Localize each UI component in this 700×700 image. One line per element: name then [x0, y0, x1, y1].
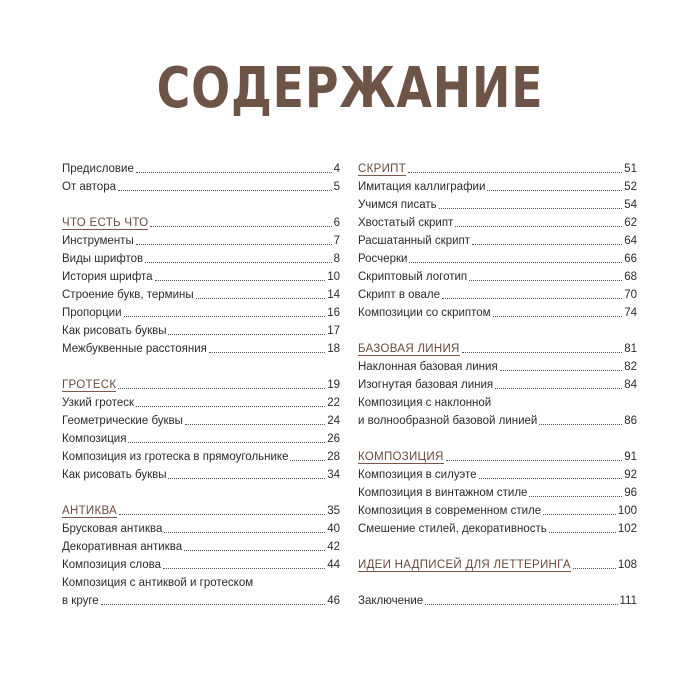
- dot-leader: [495, 388, 622, 389]
- toc-entry: [358, 466, 637, 484]
- toc-section-heading: [358, 340, 637, 358]
- dot-leader: [425, 604, 617, 605]
- dot-leader: [101, 604, 326, 605]
- dot-leader: [543, 514, 616, 515]
- page-number: 100: [617, 505, 637, 517]
- heading-underline-text: КОМПОЗИЦИЯ: [358, 451, 444, 463]
- entry-title: Предисловие: [62, 163, 134, 175]
- toc-entry: [358, 286, 637, 304]
- heading-underline-text: АНТИКВА: [62, 505, 118, 517]
- dot-leader: [150, 226, 331, 227]
- entry-title: Композиция: [62, 433, 127, 445]
- section-heading-title: [358, 556, 571, 574]
- toc-entry: [62, 304, 340, 322]
- heading-underline-text: СКРИПТ: [358, 163, 407, 175]
- toc-entry: [358, 232, 637, 250]
- page-number: 51: [624, 163, 637, 175]
- section-heading-title: [62, 376, 116, 394]
- entry-title: Как рисовать буквы: [62, 325, 167, 337]
- dot-leader: [168, 334, 325, 335]
- toc-entry: [358, 358, 637, 376]
- section-heading-title: [358, 448, 444, 466]
- page-number: 26: [327, 433, 340, 445]
- page-number: 96: [624, 487, 637, 499]
- toc-section: [62, 502, 340, 610]
- toc-entry: [62, 340, 340, 358]
- page-number: 28: [327, 451, 340, 463]
- entry-title: и волнообразной базовой линией: [358, 415, 538, 427]
- page-number: 24: [327, 415, 340, 427]
- page-number: 108: [617, 559, 637, 571]
- dot-leader: [479, 478, 623, 479]
- toc-right-column: [358, 160, 637, 628]
- entry-title: в круге: [62, 595, 99, 607]
- entry-title: Композиция из гротеска в прямоугольнике: [62, 451, 289, 463]
- entry-title: Имитация каллиграфии: [358, 181, 486, 193]
- toc-section: [62, 214, 340, 358]
- dot-leader: [493, 316, 623, 317]
- entry-title: Как рисовать буквы: [62, 469, 167, 481]
- entry-title: Узкий гротеск: [62, 397, 135, 409]
- dot-leader: [128, 442, 325, 443]
- entry-title: Инструменты: [62, 235, 134, 247]
- dot-leader: [184, 550, 325, 551]
- heading-underline-text: БАЗОВАЯ ЛИНИЯ: [358, 343, 460, 355]
- dot-leader: [500, 370, 623, 371]
- toc-section-heading: [62, 502, 340, 520]
- toc-entry: [62, 178, 340, 196]
- entry-title: Композиции со скриптом: [358, 307, 491, 319]
- dot-leader: [209, 352, 325, 353]
- toc-entry: [62, 322, 340, 340]
- toc-entry: [358, 412, 637, 430]
- toc-entry: [62, 592, 340, 610]
- entry-title: Наклонная базовая линия: [358, 361, 498, 373]
- page-number: 86: [624, 415, 637, 427]
- toc-section: [62, 376, 340, 484]
- toc-entry: [62, 394, 340, 412]
- toc-section: [358, 448, 637, 538]
- entry-title: История шрифта: [62, 271, 153, 283]
- dot-leader: [549, 532, 616, 533]
- toc-section: [358, 340, 637, 430]
- page-number: 74: [624, 307, 637, 319]
- toc-entry: [358, 484, 637, 502]
- dot-leader: [136, 406, 325, 407]
- dot-leader: [439, 208, 623, 209]
- dot-leader: [442, 298, 622, 299]
- toc-entry: [62, 430, 340, 448]
- entry-title-line: Композиция с наклонной: [358, 397, 492, 409]
- toc-entry: [62, 520, 340, 538]
- toc-entry: [358, 304, 637, 322]
- entry-title: Композиция в современном стиле: [358, 505, 542, 517]
- page-number: 6: [333, 217, 340, 229]
- toc-entry: [358, 376, 637, 394]
- entry-title: Росчерки: [358, 253, 408, 265]
- entry-title: Хвостатый скрипт: [358, 217, 454, 229]
- entry-title: Скрипт в овале: [358, 289, 441, 301]
- dot-leader: [155, 280, 326, 281]
- entry-title: Декоративная антиква: [62, 541, 183, 553]
- dot-leader: [472, 244, 622, 245]
- entry-title: Расшатанный скрипт: [358, 235, 471, 247]
- toc-entry: [358, 520, 637, 538]
- toc-section: [62, 160, 340, 196]
- page-number: 81: [624, 343, 637, 355]
- dot-leader: [455, 226, 622, 227]
- dot-leader: [573, 568, 616, 569]
- page-number: 46: [327, 595, 340, 607]
- dot-leader: [196, 298, 326, 299]
- dot-leader: [124, 316, 326, 317]
- heading-underline-text: ЧТО ЕСТЬ ЧТО: [62, 217, 149, 229]
- dot-leader: [163, 568, 325, 569]
- toc-entry: [62, 538, 340, 556]
- page-number: 22: [327, 397, 340, 409]
- page-number: 54: [624, 199, 637, 211]
- page-number: 5: [333, 181, 340, 193]
- entry-title: Смешение стилей, декоративность: [358, 523, 547, 535]
- toc-entry: [62, 556, 340, 574]
- dot-leader: [290, 460, 325, 461]
- page-number: 66: [624, 253, 637, 265]
- page-number: 34: [327, 469, 340, 481]
- toc-section-heading: [358, 448, 637, 466]
- section-heading-title: [62, 214, 148, 232]
- dot-leader: [136, 244, 332, 245]
- toc-entry: [358, 592, 637, 610]
- entry-title: Брусковая антиква: [62, 523, 163, 535]
- toc-entry: [62, 286, 340, 304]
- toc-section-heading: [358, 556, 637, 574]
- entry-title: Виды шрифтов: [62, 253, 144, 265]
- page-number: 4: [333, 163, 340, 175]
- page-number: 42: [327, 541, 340, 553]
- page-number: 62: [624, 217, 637, 229]
- entry-title: Пропорции: [62, 307, 122, 319]
- toc-entry: [62, 268, 340, 286]
- page-number: 44: [327, 559, 340, 571]
- page-number: 68: [624, 271, 637, 283]
- section-heading-title: [358, 160, 406, 178]
- toc-entry: [358, 502, 637, 520]
- page-number: 8: [333, 253, 340, 265]
- dot-leader: [462, 352, 623, 353]
- page-number: 18: [327, 343, 340, 355]
- toc-entry: [358, 196, 637, 214]
- dot-leader: [409, 262, 622, 263]
- page-number: 40: [327, 523, 340, 535]
- section-heading-title: [62, 502, 117, 520]
- dot-leader: [119, 514, 325, 515]
- entry-title: Композиция в силуэте: [358, 469, 477, 481]
- page-number: 19: [327, 379, 340, 391]
- toc-left-column: [62, 160, 340, 628]
- entry-title: Заключение: [358, 595, 424, 607]
- page-number: 84: [624, 379, 637, 391]
- entry-title: Учимся писать: [358, 199, 437, 211]
- toc-section: [358, 592, 637, 610]
- toc-entry: [62, 232, 340, 250]
- entry-title: Межбуквенные расстояния: [62, 343, 207, 355]
- dot-leader: [168, 478, 325, 479]
- dot-leader: [118, 190, 332, 191]
- toc-entry: [358, 178, 637, 196]
- page-number: 17: [327, 325, 340, 337]
- entry-title: Изогнутая базовая линия: [358, 379, 494, 391]
- entry-title-line: Композиция с антиквой и гротеском: [62, 577, 254, 589]
- page-number: 14: [327, 289, 340, 301]
- page-number: 111: [619, 595, 637, 607]
- page-number: 52: [624, 181, 637, 193]
- dot-leader: [185, 424, 325, 425]
- dot-leader: [469, 280, 622, 281]
- page-title: СОДЕРЖАНИЕ: [156, 56, 544, 121]
- toc-section: [358, 556, 637, 574]
- toc-entry: [62, 448, 340, 466]
- dot-leader: [539, 424, 622, 425]
- heading-underline-text: ГРОТЕСК: [62, 379, 117, 391]
- page-number: 82: [624, 361, 637, 373]
- toc-section-heading: [62, 376, 340, 394]
- toc-entry: [62, 412, 340, 430]
- entry-title: От автора: [62, 181, 116, 193]
- dot-leader: [145, 262, 331, 263]
- entry-title: Композиция в винтажном стиле: [358, 487, 528, 499]
- page-number: 102: [617, 523, 637, 535]
- dot-leader: [408, 172, 622, 173]
- toc-entry: [62, 160, 340, 178]
- page-number: 10: [327, 271, 340, 283]
- dot-leader: [529, 496, 622, 497]
- dot-leader: [446, 460, 623, 461]
- page-number: 35: [327, 505, 340, 517]
- section-heading-title: [358, 340, 460, 358]
- toc-entry: [358, 268, 637, 286]
- entry-title: Скриптовый логотип: [358, 271, 468, 283]
- entry-title: Геометрические буквы: [62, 415, 183, 427]
- page-number: 91: [624, 451, 637, 463]
- toc-entry: [62, 466, 340, 484]
- entry-title: Композиция слова: [62, 559, 161, 571]
- dot-leader: [136, 172, 332, 173]
- page-number: 92: [624, 469, 637, 481]
- toc-entry: [62, 250, 340, 268]
- dot-leader: [164, 532, 325, 533]
- entry-title: Строение букв, термины: [62, 289, 194, 301]
- toc-section: [358, 160, 637, 322]
- page-number: 7: [333, 235, 340, 247]
- toc-section-heading: [62, 214, 340, 232]
- page-number: 70: [624, 289, 637, 301]
- dot-leader: [487, 190, 622, 191]
- toc-entry: [358, 214, 637, 232]
- heading-underline-text: ИДЕИ НАДПИСЕЙ ДЛЯ ЛЕТТЕРИНГА: [358, 559, 571, 571]
- toc-entry: [358, 250, 637, 268]
- page-number: 64: [624, 235, 637, 247]
- dot-leader: [118, 388, 325, 389]
- page-number: 16: [327, 307, 340, 319]
- toc-section-heading: [358, 160, 637, 178]
